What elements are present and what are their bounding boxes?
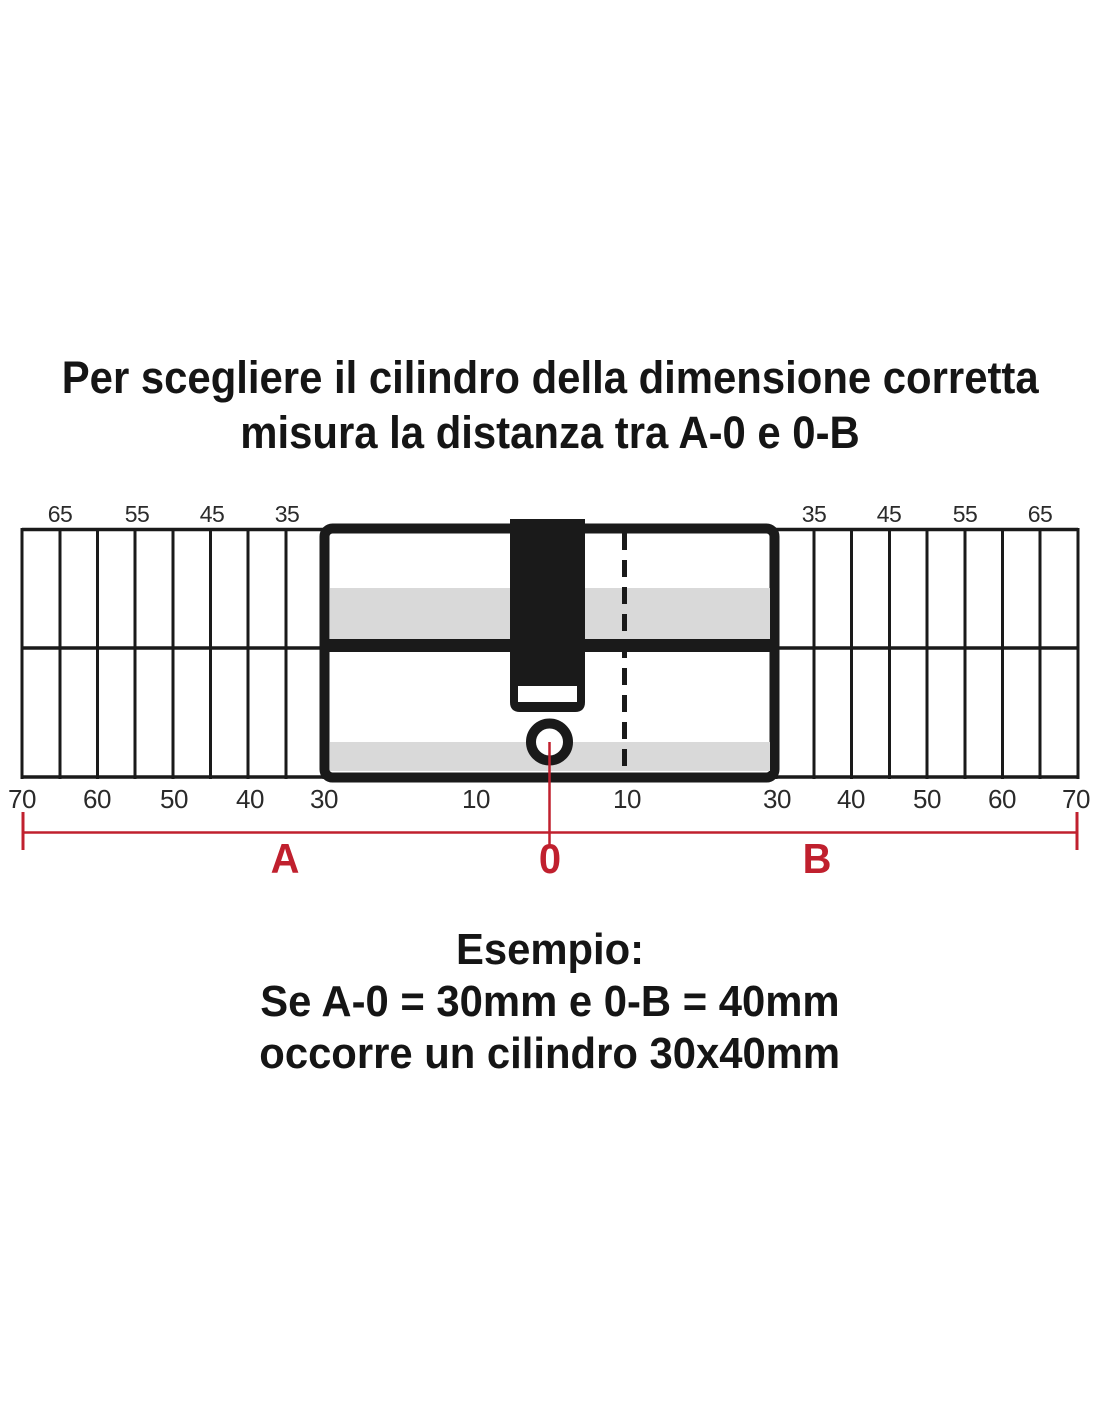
ruler-tick-label: 50 <box>913 784 941 814</box>
ruler-tick-label: 65 <box>1027 501 1053 527</box>
ruler-tick-label: 50 <box>160 784 188 814</box>
key-slot <box>518 686 577 702</box>
example-line-2: Se A-0 = 30mm e 0-B = 40mm <box>260 977 840 1026</box>
ruler-tick-label: 30 <box>310 784 338 814</box>
ruler-tick-label: 45 <box>199 501 225 527</box>
title-line-2: misura la distanza tra A-0 e 0-B <box>240 407 860 458</box>
example-line-3: occorre un cilindro 30x40mm <box>259 1029 841 1078</box>
ruler-tick-label: 70 <box>8 784 36 814</box>
key-channel <box>510 519 585 712</box>
marker-b: B <box>802 835 832 882</box>
example-text <box>0 924 1100 1080</box>
ruler-tick-label: 60 <box>83 784 111 814</box>
ruler-tick-label: 60 <box>988 784 1016 814</box>
marker-a: A <box>270 835 300 882</box>
title-line-1: Per scegliere il cilindro della dimensione corretta <box>61 352 1039 403</box>
ruler-tick-label: 55 <box>124 501 150 527</box>
ruler-tick-label: 55 <box>952 501 978 527</box>
ruler-tick-label: 40 <box>236 784 264 814</box>
ruler-tick-label: 10 <box>613 784 641 814</box>
ruler-tick-label: 70 <box>1062 784 1090 814</box>
ruler-tick-label: 10 <box>462 784 490 814</box>
marker-zero: 0 <box>538 835 562 882</box>
ruler-tick-label: 35 <box>801 501 827 527</box>
ruler-tick-label: 30 <box>763 784 791 814</box>
example-line-1: Esempio: <box>455 925 645 974</box>
ruler-tick-label: 40 <box>837 784 865 814</box>
ruler-tick-label: 65 <box>47 501 73 527</box>
ruler-tick-label: 35 <box>274 501 300 527</box>
cylinder-cross-section <box>325 519 775 778</box>
ruler-tick-label: 45 <box>876 501 902 527</box>
